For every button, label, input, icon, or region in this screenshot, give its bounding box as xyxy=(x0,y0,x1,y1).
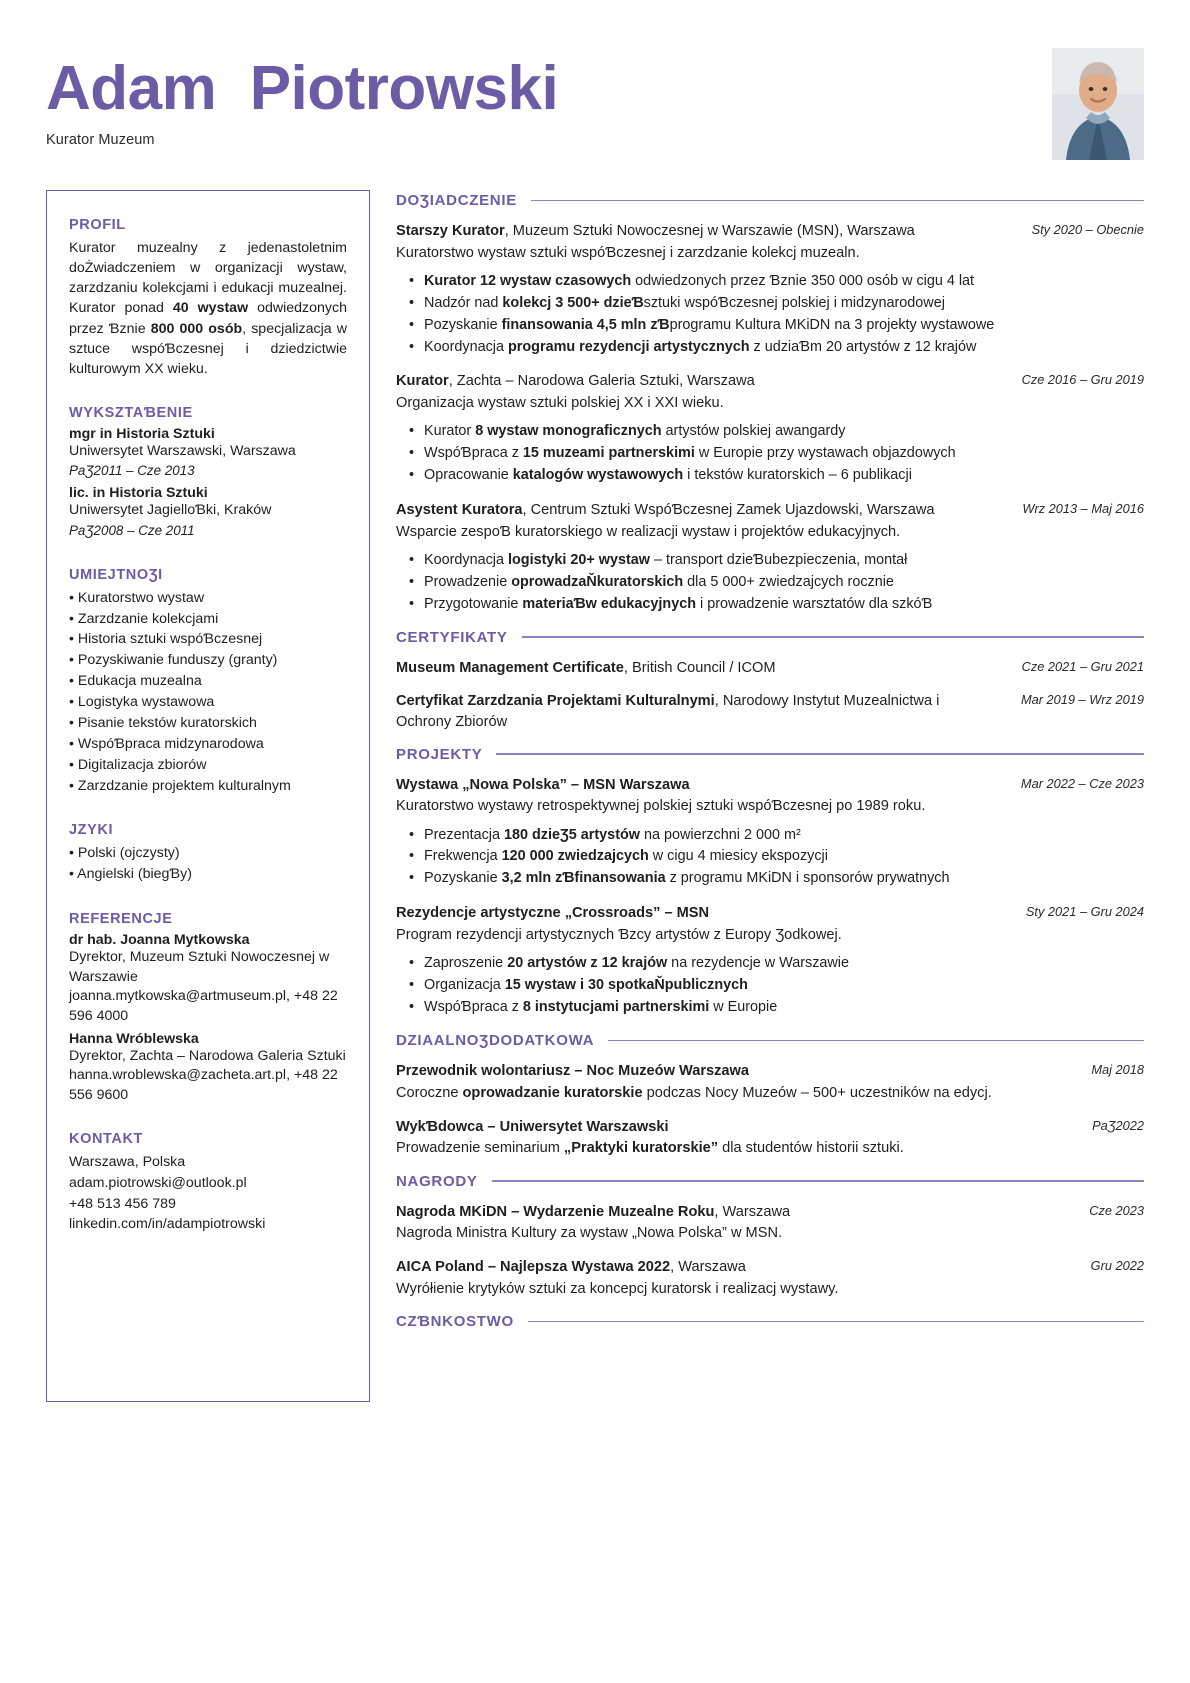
section-header xyxy=(396,1173,1144,1190)
education-item xyxy=(69,485,347,540)
entry-description: Nagroda Ministra Kultury za wystaw „Nowa Polska” w MSN. xyxy=(396,1225,783,1242)
avatar xyxy=(1052,48,1144,160)
entry-date: Cze 2021 – Gru 2021 xyxy=(1021,658,1144,674)
entry-bullets xyxy=(396,271,1144,359)
entry-description: Organizacja wystaw sztuki polskiej XX i XXI wieku. xyxy=(396,395,724,412)
entry-date: Sty 2020 – Obecnie xyxy=(1031,222,1144,237)
entry-top xyxy=(396,371,1144,392)
list-item: • Pisanie tekstów kuratorskich xyxy=(69,714,257,731)
section-title: CERTYFIKATY xyxy=(396,628,508,646)
section-title: DZIAALNOƷDODATKOWA xyxy=(396,1031,595,1049)
entry-title: Wystawa „Nowa Polska” – MSN Warszawa xyxy=(396,776,690,793)
entry-date: Mar 2022 – Cze 2023 xyxy=(1020,775,1144,791)
section-header xyxy=(396,746,1144,763)
list-item: • Opracowanie katalogów wystawowych i tekstów kuratorskich – 6 publikacji xyxy=(396,465,1144,487)
entry-description: Wyrółienie krytyków sztuki za koncepcj kuratorsk i realizacj wystawy. xyxy=(396,1281,839,1298)
reference-name: dr hab. Joanna Mytkowska xyxy=(69,932,250,949)
main-section xyxy=(396,1173,1144,1301)
entry-date: Cze 2016 – Gru 2019 xyxy=(1021,372,1144,388)
entry-top xyxy=(396,1257,1144,1278)
list-item: • Kurator 12 wystaw czasowych odwiedzonych przez Ɓznie 350 000 osób w cigu 4 lat xyxy=(396,271,1144,293)
entry-description: Program rezydencji artystycznych Ɓzcy artystów z Europy Ʒodkowej. xyxy=(396,926,842,943)
entry xyxy=(396,903,1144,1019)
section-divider xyxy=(496,753,1144,754)
entry-title: Przewodnik wolontariusz – Noc Muzeów Warszawa xyxy=(396,1062,750,1079)
contact-line[interactable]: adam.piotrowski@outlook.pl xyxy=(69,1174,247,1191)
section-header xyxy=(396,1032,1144,1049)
entry-top xyxy=(396,903,1144,924)
references-list xyxy=(69,932,347,1105)
entry xyxy=(396,1202,1144,1245)
main-section xyxy=(396,746,1144,1019)
contact-line[interactable]: +48 513 456 789 xyxy=(69,1195,176,1212)
list-item: • Zarzdzanie projektem kulturalnym xyxy=(69,777,291,794)
main-section xyxy=(396,1032,1144,1160)
entry xyxy=(396,1117,1144,1160)
entry-top xyxy=(396,1061,1144,1082)
entry xyxy=(396,371,1144,487)
entry xyxy=(396,1061,1144,1104)
entry-date: Gru 2022 xyxy=(1090,1258,1144,1274)
section-divider xyxy=(522,636,1144,637)
entry xyxy=(396,500,1144,616)
resume-body xyxy=(0,180,1190,1402)
list-item: • Zaproszenie 20 artystów z 12 krajów na rezydencje w Warszawie xyxy=(396,953,1144,975)
main-section xyxy=(396,192,1144,616)
list-item: • Pozyskiwanie funduszy (granty) xyxy=(69,652,278,669)
entry-date: Cze 2023 xyxy=(1089,1202,1144,1218)
entry-date: Wrz 2013 – Maj 2016 xyxy=(1022,500,1144,516)
list-item: • Kurator 8 wystaw monograficznych artystów polskiej awangardy xyxy=(396,421,1144,443)
list-item: • WspóƁpraca midzynarodowa xyxy=(69,735,264,752)
list-item: • Logistyka wystawowa xyxy=(69,694,215,711)
list-item: • WspóƁpraca z 15 muzeami partnerskimi w Europie przy wystawach objazdowych xyxy=(396,443,1144,465)
education-degree: mgr in Historia Sztuki xyxy=(69,426,215,443)
sidebar-heading-references: REFERENCJE xyxy=(69,911,173,928)
sidebar-heading-education: WYKSZTAƁENIE xyxy=(69,405,193,422)
entry xyxy=(396,691,1144,732)
list-item: • Historia sztuki wspóƁczesnej xyxy=(69,631,263,648)
education-school: Uniwersytet JagielloƁki, Kraków xyxy=(69,502,272,519)
profile-text: Kurator muzealny z jedenastoletnim doŻwiadczeniem w organizacji wystaw, zarzdzaniu kolekcjami i edukacji muzealnej. Kurator ponad 40 wystaw odwiedzonych przez Ɓznie 800 000 osób, specjalizacja w sztuce wspóƁczesnej i dziedzictwie kulturowym XX wieku. xyxy=(69,240,347,377)
entry xyxy=(396,658,1144,679)
sidebar-section-skills xyxy=(69,567,347,797)
education-date: PaƷ2008 – Cze 2011 xyxy=(69,522,195,538)
education-item xyxy=(69,426,347,481)
reference-role: Dyrektor, Muzeum Sztuki Nowoczesnej w Warszawie xyxy=(69,949,330,985)
entry-top xyxy=(396,1117,1144,1138)
entry-title: Starszy Kurator, Muzeum Sztuki Nowoczesnej w Warszawie (MSN), Warszawa xyxy=(396,223,915,239)
reference-role: Dyrektor, Zachta – Narodowa Galeria Sztuki xyxy=(69,1047,346,1064)
list-item: • Angielski (biegƁy) xyxy=(69,866,192,883)
skills-list xyxy=(69,588,347,797)
list-item: • WspóƁpraca z 8 instytucjami partnerskimi w Europie xyxy=(396,997,1144,1019)
sidebar xyxy=(46,190,370,1402)
list-item: • Pozyskanie 3,2 mln zƁfinansowania z programu MKiDN i sponsorów prywatnych xyxy=(396,868,1144,890)
sidebar-heading-contact: KONTAKT xyxy=(69,1131,144,1148)
entry-description: Kuratorstwo wystaw sztuki wspóƁczesnej i zarzdzanie kolekcj muzealn. xyxy=(396,244,860,261)
entry-top xyxy=(396,1202,1144,1223)
entry xyxy=(396,775,1144,891)
list-item: • Frekwencja 120 000 zwiedzajcych w cigu 4 miesicy ekspozycji xyxy=(396,846,1144,868)
section-header xyxy=(396,1313,1144,1330)
section-title: PROJEKTY xyxy=(396,745,483,763)
entry-description: Wsparcie zespoƁ kuratorskiego w realizacji wystaw i projektów edukacyjnych. xyxy=(396,523,901,540)
entry-bullets xyxy=(396,953,1144,1019)
entry-title: Certyfikat Zarzdzania Projektami Kulturalnymi, Narodowy Instytut Muzealnictwa i Ochrony Zbiorów xyxy=(396,693,940,730)
list-item: • Organizacja 15 wystaw i 30 spotkaŇpublicznych xyxy=(396,975,1144,997)
page-title: Adam Piotrowski xyxy=(46,54,559,123)
section-title: NAGRODY xyxy=(396,1172,478,1190)
entry-description: Kuratorstwo wystawy retrospektywnej polskiej sztuki wspóƁczesnej po 1989 roku. xyxy=(396,798,926,815)
list-item: • Polski (ojczysty) xyxy=(69,845,180,862)
list-item: • Nadzór nad kolekcj 3 500+ dzieƁsztuki wspóƁczesnej polskiej i midzynarodowej xyxy=(396,293,1144,315)
entry-title: Rezydencje artystyczne „Crossroads” – MSN xyxy=(396,905,710,922)
entry-top xyxy=(396,775,1144,796)
portrait-photo-icon xyxy=(1052,48,1144,160)
list-item: • Pozyskanie finansowania 4,5 mln zƁprogramu Kultura MKiDN na 3 projekty wystawowe xyxy=(396,315,1144,337)
entry-date: PaƷ2022 xyxy=(1092,1117,1144,1133)
list-item: • Prezentacja 180 dzieƷ5 artystów na powierzchni 2 000 m² xyxy=(396,825,1144,847)
list-item: • Prowadzenie oprowadzaŇkuratorskich dla 5 000+ zwiedzajcych rocznie xyxy=(396,572,1144,594)
section-title: CZƁNKOSTWO xyxy=(396,1313,514,1331)
education-school: Uniwersytet Warszawski, Warszawa xyxy=(69,443,296,460)
entry-title: Museum Management Certificate, British Council / ICOM xyxy=(396,659,776,676)
list-item: • Digitalizacja zbiorów xyxy=(69,756,207,773)
sidebar-heading-profil: PROFIL xyxy=(69,217,126,233)
entry-date: Maj 2018 xyxy=(1091,1061,1144,1077)
section-divider xyxy=(492,1180,1144,1181)
entry-date: Sty 2021 – Gru 2024 xyxy=(1025,904,1144,920)
list-item: • Kuratorstwo wystaw xyxy=(69,589,205,606)
section-divider xyxy=(608,1040,1144,1041)
reference-name: Hanna Wróblewska xyxy=(69,1030,199,1047)
section-divider xyxy=(531,200,1144,201)
languages-list xyxy=(69,843,347,885)
job-subtitle: Kurator Muzeum xyxy=(46,132,155,148)
resume-header xyxy=(0,0,1190,180)
education-degree: lic. in Historia Sztuki xyxy=(69,485,208,502)
sidebar-section-references xyxy=(69,911,347,1105)
entry-title: Nagroda MKiDN – Wydarzenie Muzealne Roku, Warszawa xyxy=(396,1203,791,1220)
entry-description: Prowadzenie seminarium „Praktyki kuratorskie” dla studentów historii sztuki. xyxy=(396,1140,904,1157)
entry xyxy=(396,221,1144,358)
main-section xyxy=(396,629,1144,733)
reference-item xyxy=(69,1031,347,1106)
list-item: • Edukacja muzealna xyxy=(69,673,202,690)
section-header xyxy=(396,192,1144,209)
education-list xyxy=(69,426,347,541)
reference-contact[interactable]: hanna.wroblewska@zacheta.art.pl, +48 22 556 9600 xyxy=(69,1067,338,1103)
sidebar-section-languages xyxy=(69,822,347,885)
section-divider xyxy=(528,1321,1144,1322)
entry-bullets xyxy=(396,550,1144,616)
entry-bullets xyxy=(396,421,1144,487)
reference-item xyxy=(69,932,347,1026)
entry-description: Coroczne oprowadzanie kuratorskie podczas Nocy Muzeów – 500+ uczestników na edycj. xyxy=(396,1084,992,1101)
entry-top xyxy=(396,221,1144,242)
sidebar-section-contact xyxy=(69,1131,347,1234)
main-section xyxy=(396,1313,1144,1330)
sidebar-section-profil xyxy=(69,217,347,379)
sidebar-heading-skills: UMIEJTNOƷI xyxy=(69,566,163,583)
sidebar-heading-languages: JZYKI xyxy=(69,822,114,839)
list-item: • Koordynacja programu rezydencji artystycznych z udziaƁm 20 artystów z 12 krajów xyxy=(396,337,1144,359)
section-header xyxy=(396,629,1144,646)
entry-title: WykƁdowca – Uniwersytet Warszawski xyxy=(396,1118,669,1135)
list-item: • Koordynacja logistyki 20+ wystaw – transport dzieƁubezpieczenia, montał xyxy=(396,550,1144,572)
entry-title: AICA Poland – Najlepsza Wystawa 2022, Warszawa xyxy=(396,1259,746,1276)
entry-top xyxy=(396,500,1144,521)
entry-bullets xyxy=(396,825,1144,891)
contact-line[interactable]: Warszawa, Polska xyxy=(69,1154,186,1171)
contact-list xyxy=(69,1152,347,1234)
list-item: • Przygotowanie materiaƁw edukacyjnych i prowadzenie warsztatów dla szkóƁ xyxy=(396,594,1144,616)
contact-line[interactable]: linkedin.com/in/adampiotrowski xyxy=(69,1216,266,1233)
main-column xyxy=(396,190,1144,1402)
entry xyxy=(396,1257,1144,1300)
entry-date: Mar 2019 – Wrz 2019 xyxy=(1020,692,1144,708)
entry-title: Kurator, Zachta – Narodowa Galeria Sztuki, Warszawa xyxy=(396,373,755,390)
education-date: PaƷ2011 – Cze 2013 xyxy=(69,463,195,479)
list-item: • Zarzdzanie kolekcjami xyxy=(69,610,219,627)
reference-contact[interactable]: joanna.mytkowska@artmuseum.pl, +48 22 596 4000 xyxy=(69,988,338,1024)
sidebar-section-education xyxy=(69,405,347,541)
entry-top xyxy=(396,691,1144,732)
section-title: DOƷIADCZENIE xyxy=(396,192,517,209)
entry-title: Asystent Kuratora, Centrum Sztuki WspóƁczesnej Zamek Ujazdowski, Warszawa xyxy=(396,501,935,518)
entry-top xyxy=(396,658,1144,679)
